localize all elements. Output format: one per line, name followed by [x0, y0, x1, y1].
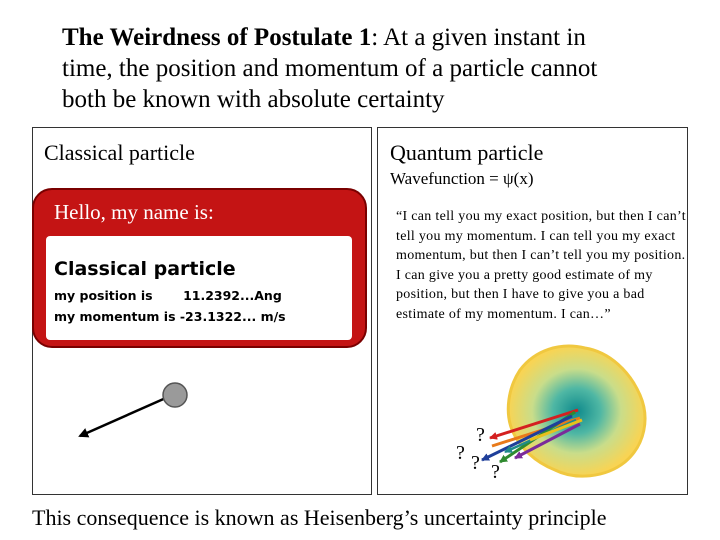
- title-bold: The Weirdness of Postulate 1: [62, 24, 372, 51]
- title-line-2: time, the position and momentum of a particle cannot: [62, 55, 598, 82]
- question-mark-2: ?: [456, 442, 465, 464]
- question-mark-3: ?: [471, 452, 480, 474]
- name-tag-hello: Hello, my name is:: [54, 200, 214, 224]
- title-line-3: both be known with absolute certainty: [62, 86, 445, 113]
- title-rest: : At a given instant in: [371, 24, 586, 51]
- name-tag-position: my position is 11.2392...Ang: [54, 288, 282, 303]
- question-mark-1: ?: [476, 424, 485, 446]
- name-tag-momentum: my momentum is -23.1322... m/s: [54, 309, 286, 324]
- classical-particle-dot: [163, 383, 187, 407]
- classical-momentum-arrow: [80, 397, 168, 436]
- question-mark-4: ?: [491, 461, 500, 483]
- quantum-heading: Quantum particle: [390, 140, 544, 165]
- quantum-quote: “I can tell you my exact position, but then I can’t tell you my momentum. I can tell you my exact momentum, but then I can’t tell you my position. I can give you a pretty good estimate of my position, but then I have to give you a bad estimate of my momentum. I can…”: [396, 209, 686, 322]
- wavefunction-label: Wavefunction = ψ(x): [390, 169, 534, 188]
- name-tag-name: Classical particle: [54, 258, 236, 280]
- classical-heading: Classical particle: [44, 140, 195, 165]
- footer-statement: This consequence is known as Heisenberg’s uncertainty principle: [32, 505, 607, 530]
